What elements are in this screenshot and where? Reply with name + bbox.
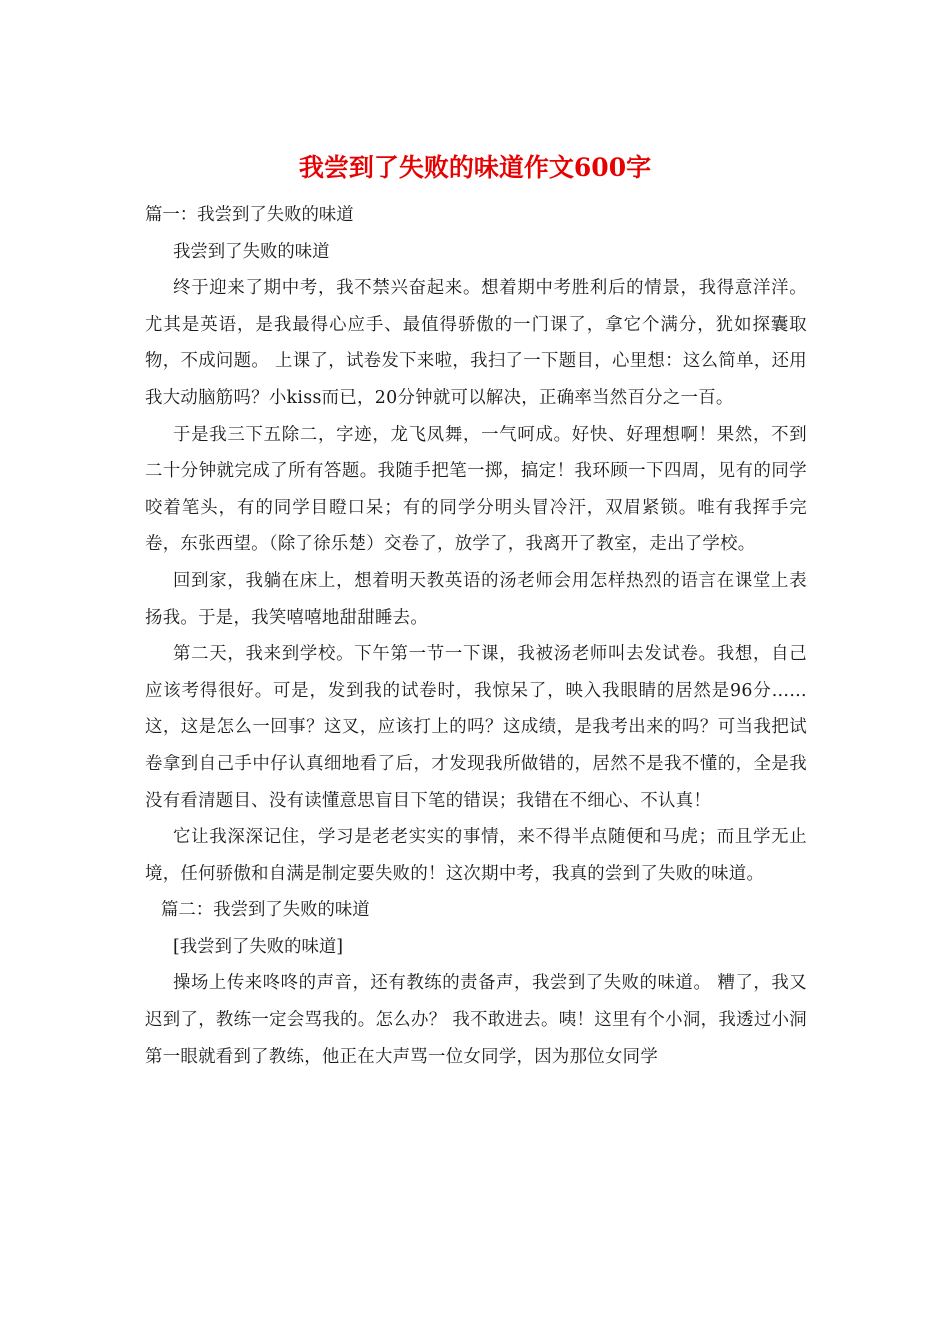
document-title: 我尝到了失败的味道作文600字 xyxy=(298,153,652,182)
document-body xyxy=(145,197,807,1075)
section-1-paragraph-5: 它让我深深记住，学习是老老实实的事情，来不得半点随便和马虎；而且学无止境，任何骄傲和自满是制定要失败的！这次期中考，我真的尝到了失败的味道。 xyxy=(145,827,807,884)
section-1-paragraph-1: 终于迎来了期中考，我不禁兴奋起来。想着期中考胜利后的情景，我得意洋洋。尤其是英语，是我最得心应手、最值得骄傲的一门课了，拿它个满分，犹如探囊取物，不成问题。 上课了，试卷发下来啦，我扫了一下题目，心里想：这么简单，还用我大动脑筋吗？小kiss而已，20分钟就可以解决，正确率当然百分之一百。 xyxy=(145,278,807,408)
section-1-paragraph-2: 于是我三下五除二，字迹，龙飞凤舞，一气呵成。好快、好理想啊！果然，不到二十分钟就完成了所有答题。我随手把笔一掷，搞定！我环顾一下四周，见有的同学咬着笔头，有的同学目瞪口呆；有的同学分明头冒冷汗，双眉紧锁。唯有我挥手完卷，东张西望。（除了徐乐楚）交卷了，放学了，我离开了教室，走出了学校。 xyxy=(145,424,807,555)
section-1-subheading: 我尝到了失败的味道 xyxy=(173,241,330,262)
section-1-heading: 篇一：我尝到了失败的味道 xyxy=(145,205,354,225)
section-1-paragraph-4: 第二天，我来到学校。下午第一节一下课，我被汤老师叫去发试卷。我想，自己应该考得很好。可是，发到我的试卷时，我惊呆了，映入我眼睛的居然是96分……这，这是怎么一回事？这叉，应该打上的吗？这成绩，是我考出来的吗？可当我把试卷拿到自己手中仔认真细地看了后，才发现我所做错的，居然不是我不懂的，全是我没有看清题目、没有读懂意思盲目下笔的错误；我错在不细心、不认真！ xyxy=(145,644,807,811)
section-2-paragraph-1: 操场上传来咚咚的声音，还有教练的责备声，我尝到了失败的味道。 糟了，我又迟到了，教练一定会骂我的。怎么办？ 我不敢进去。咦！这里有个小洞，我透过小洞第一眼就看到了教练，他正在大声骂一位女同学，因为那位女同学 xyxy=(145,973,807,1067)
section-2-subheading: [我尝到了失败的味道] xyxy=(173,936,344,957)
section-1-paragraph-3: 回到家，我躺在床上，想着明天教英语的汤老师会用怎样热烈的语言在课堂上表扬我。于是，我笑嘻嘻地甜甜睡去。 xyxy=(145,570,807,628)
section-2-heading: 篇二：我尝到了失败的味道 xyxy=(161,900,370,921)
